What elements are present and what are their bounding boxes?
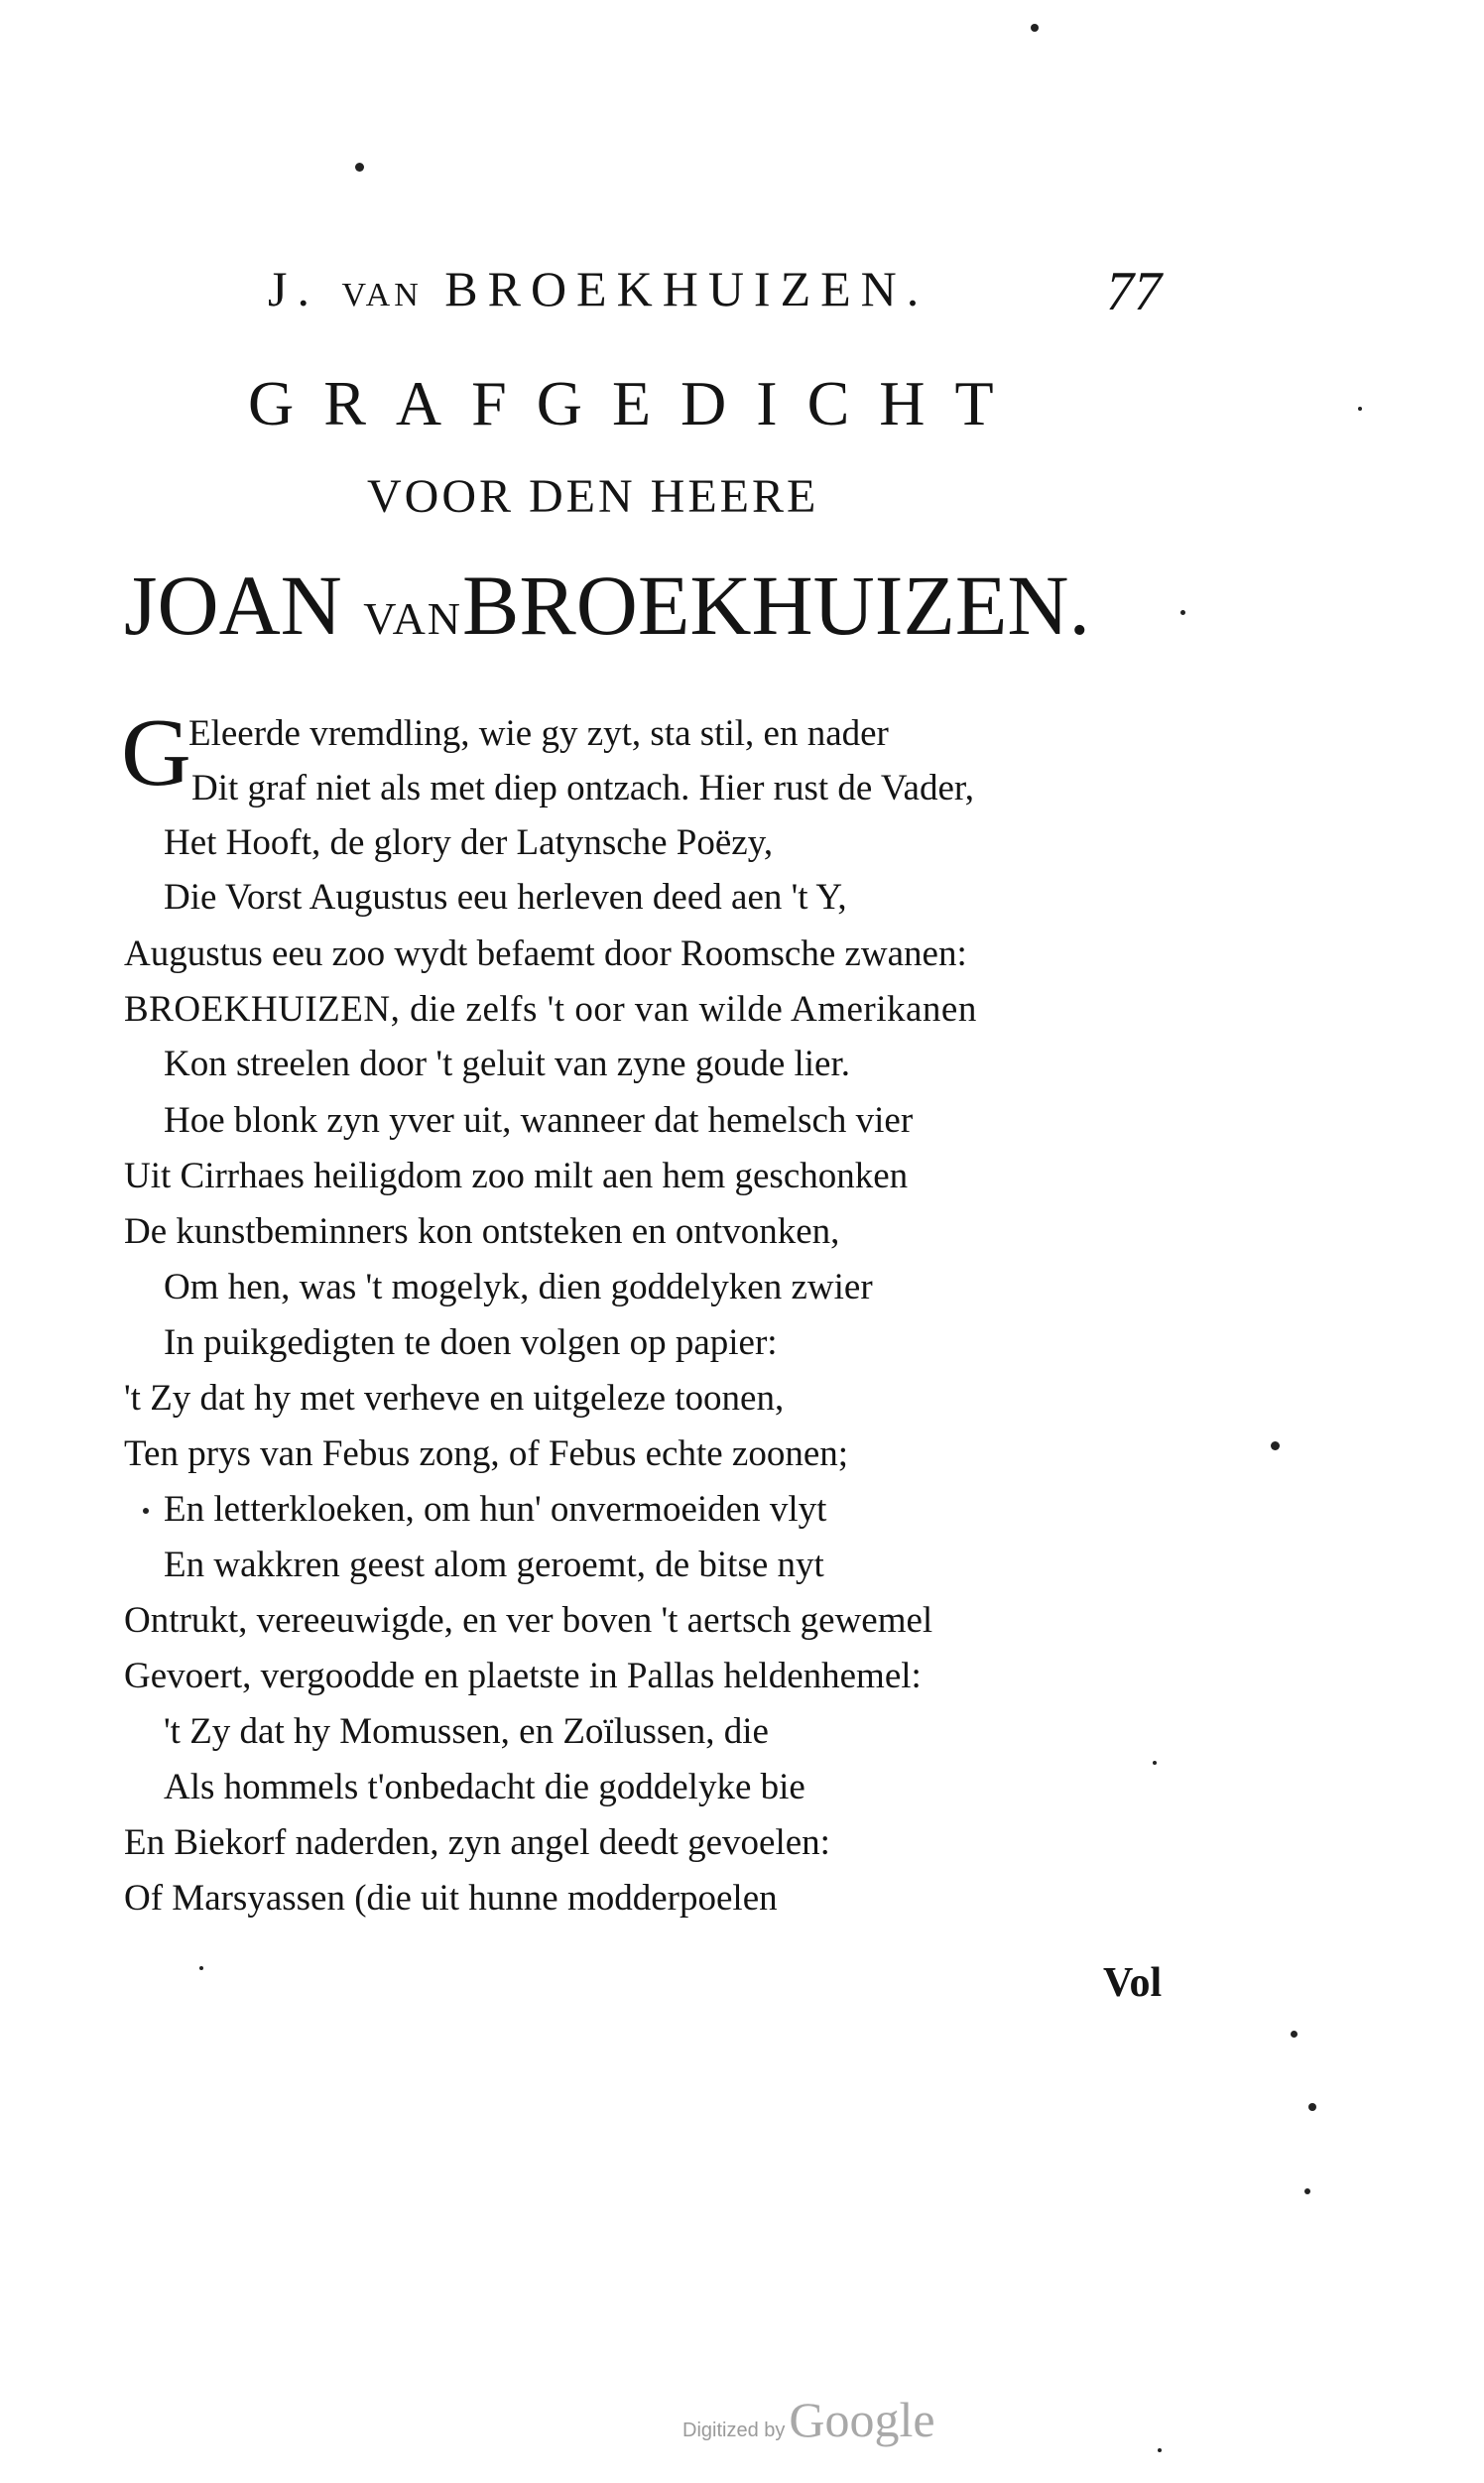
scan-speck [1180,610,1185,615]
poem-line: Kon streelen door 't geluit van zyne goude lier. [164,1044,850,1084]
scan-speck [1271,1441,1280,1450]
poem-line: Eleerde vremdling, wie gy zyt, sta stil, en nader [188,713,889,754]
poem-line: Die Vorst Augustus eeu herleven deed aen 't Y, [164,877,847,918]
scan-speck [1304,2188,1310,2194]
scan-speck [1358,407,1362,411]
watermark-prefix: Digitized by [682,2420,786,2441]
page-number: 77 [1106,261,1162,322]
scan-speck [1153,1761,1157,1765]
scan-speck [355,163,364,172]
poem-line: 't Zy dat hy met verheve en uitgeleze toonen, [124,1378,785,1419]
scan-speck [143,1508,149,1514]
running-head-initial: J. [268,261,319,316]
google-logo: Google [789,2392,935,2447]
poem-line: Dit graf niet als met diep ontzach. Hier rust de Vader, [191,768,974,808]
title-voor-den-heere: VOOR DEN HEERE [367,470,819,523]
scan-speck [1031,24,1039,32]
title-name-van: VAN [363,593,463,644]
poem-line: Of Marsyassen (die uit hunne modderpoelen [124,1878,778,1919]
poem-line: En Biekorf naderden, zyn angel deedt gevoelen: [124,1822,830,1863]
digitization-watermark [682,2391,935,2448]
poem-line: Ontrukt, vereeuwigde, en ver boven 't aertsch gewemel [124,1600,933,1641]
poem-line: In puikgedigten te doen volgen op papier: [164,1322,778,1363]
scan-speck [1158,2448,1162,2452]
poem-line: BROEKHUIZEN, die zelfs 't oor van wilde Amerikanen [124,989,977,1030]
poem-line: Gevoert, vergoodde en plaetste in Pallas heldenhemel: [124,1656,922,1696]
poem-line: 't Zy dat hy Momussen, en Zoïlussen, die [164,1711,769,1752]
poem-line: Hoe blonk zyn yver uit, wanneer dat hemelsch vier [164,1100,914,1141]
poem-line: Ten prys van Febus zong, of Febus echte zoonen; [124,1433,849,1474]
running-head-surname: BROEKHUIZEN. [444,261,929,316]
poem-line: Als hommels t'onbedacht die goddelyke bie [164,1767,805,1807]
poem-line: Uit Cirrhaes heiligdom zoo milt aen hem geschonken [124,1156,909,1196]
drop-cap: G [121,699,191,807]
poem-line: Om hen, was 't mogelyk, dien goddelyken zwier [164,1267,873,1307]
running-head [268,260,928,317]
poem-line: De kunstbeminners kon ontsteken en ontvonken, [124,1211,840,1252]
title-grafgedicht: GRAFGEDICHT [248,368,1024,438]
title-name-first: JOAN [124,558,342,653]
poem-line: Augustus eeu zoo wydt befaemt door Roomsche zwanen: [124,933,967,974]
scan-speck [1308,2103,1316,2111]
scan-speck [199,1966,203,1970]
catchword: Vol [1103,1960,1163,2006]
poem-line: En wakkren geest alom geroemt, de bitse nyt [164,1545,824,1585]
scan-speck [1291,2031,1298,2038]
poem-line: En letterkloeken, om hun' onvermoeiden vlyt [164,1489,827,1530]
running-head-van: VAN [341,277,423,313]
title-name-surname: BROEKHUIZEN. [462,558,1091,653]
poem-line: Het Hooft, de glory der Latynsche Poëzy, [164,822,774,863]
title-joan-van-broekhuizen [124,556,1090,655]
